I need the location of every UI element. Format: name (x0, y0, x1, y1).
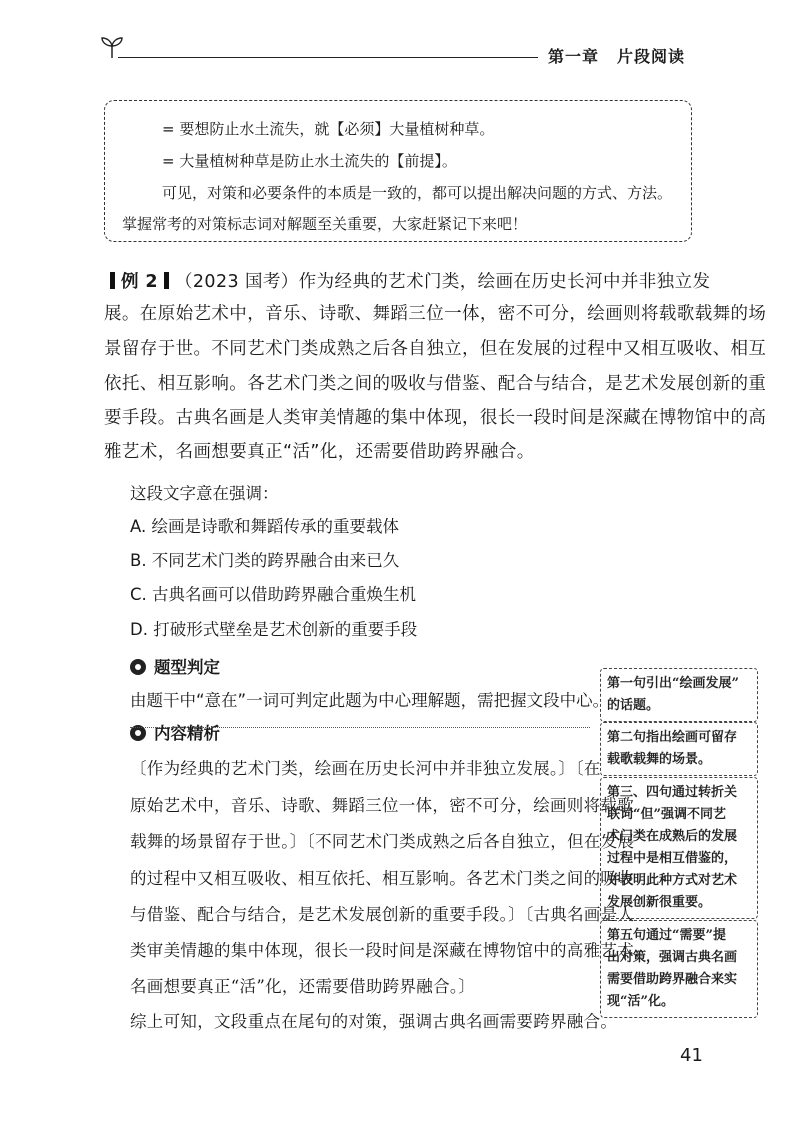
analysis-line: 的过程中又相互吸收、相互依托、相互影响。各艺术门类之间的吸收 (130, 869, 634, 888)
header-rule (118, 57, 538, 58)
type-section-text: 由题干中“意在”一词可判定此题为中心理解题，需把握文段中心。 (130, 691, 610, 710)
tip-line: = 大量植树种草是防止水土流失的【前提】。 (162, 152, 457, 170)
type-section-heading: 题型判定 (130, 654, 220, 678)
side-note: 第五句通过“需要”提 出对策，强调古典名画 需要借助跨界融合来实 现“活”化。 (600, 920, 758, 1018)
example-line: 景留存于世。不同艺术门类成熟之后各自独立，但在发展的过程中又相互吸收、相互 (104, 339, 767, 359)
question-stem: 这段文字意在强调： (130, 484, 279, 503)
page-number: 41 (680, 1045, 703, 1066)
example-line: 展。在原始艺术中，音乐、诗歌、舞蹈三位一体，密不可分，绘画则将载歌载舞的场 (104, 304, 767, 324)
analysis-line: 载舞的场景留存于世。〕〔不同艺术门类成熟之后各自独立，但在发展 (130, 832, 635, 851)
analysis-line: 原始艺术中，音乐、诗歌、舞蹈三位一体，密不可分，绘画则将载歌 (130, 796, 634, 815)
side-note: 第二句指出绘画可留存 载歌载舞的场景。 (600, 722, 758, 776)
example-marker-left (110, 272, 115, 289)
tip-line: 掌握常考的对策标志词对解题至关重要，大家赶紧记下来吧！ (122, 215, 528, 233)
analysis-divider (130, 727, 590, 728)
chapter-label: 第一章 (548, 47, 600, 66)
tip-line: 可见，对策和必要条件的本质是一致的，都可以提出解决问题的方式、方法。 (162, 184, 673, 202)
running-header (548, 44, 685, 67)
option-b: B. 不同艺术门类的跨界融合由来已久 (130, 551, 400, 570)
analysis-line: 〔作为经典的艺术门类，绘画在历史长河中并非独立发展。〕〔在 (130, 759, 601, 778)
option-c: C. 古典名画可以借助跨界融合重焕生机 (130, 585, 417, 604)
example-label: 例 2 (121, 272, 158, 292)
example-line-1: 例 2 （2023 国考）作为经典的艺术门类，绘画在历史长河中并非独立发 (104, 268, 710, 293)
example-marker-right (164, 272, 169, 289)
example-line: 雅艺术，名画想要真正“活”化，还需要借助跨界融合。 (104, 442, 535, 462)
analysis-section-heading: 内容精析 (130, 720, 220, 744)
analysis-line: 名画想要真正“活”化，还需要借助跨界融合。〕 (130, 977, 476, 996)
option-d: D. 打破形式壁垒是艺术创新的重要手段 (130, 620, 418, 639)
side-note: 第三、四句通过转折关 联词“但”强调不同艺 术门类在成熟后的发展 过程中是相互借鉴的， 并表明此种方式对艺术 发展创新很重要。 (600, 777, 758, 919)
example-line: 依托、相互影响。各艺术门类之间的吸收与借鉴、配合与结合，是艺术发展创新的重 (104, 374, 767, 394)
option-a: A. 绘画是诗歌和舞蹈传承的重要载体 (130, 517, 399, 536)
section-label: 片段阅读 (617, 47, 686, 66)
analysis-conclusion: 综上可知，文段重点在尾句的对策，强调古典名画需要跨界融合。 (130, 1012, 618, 1031)
section-bullet-icon (130, 659, 146, 675)
side-note: 第一句引出“绘画发展” 的话题。 (600, 668, 758, 722)
analysis-line: 与借鉴、配合与结合，是艺术发展创新的重要手段。〕〔古典名画是人 (130, 905, 635, 924)
tip-line: = 要想防止水土流失，就【必须】大量植树种草。 (162, 120, 495, 138)
example-line: 要手段。古典名画是人类审美情趣的集中体现，很长一段时间是深藏在博物馆中的高 (104, 408, 767, 428)
analysis-line: 类审美情趣的集中体现，很长一段时间是深藏在博物馆中的高雅艺术， (130, 941, 651, 960)
